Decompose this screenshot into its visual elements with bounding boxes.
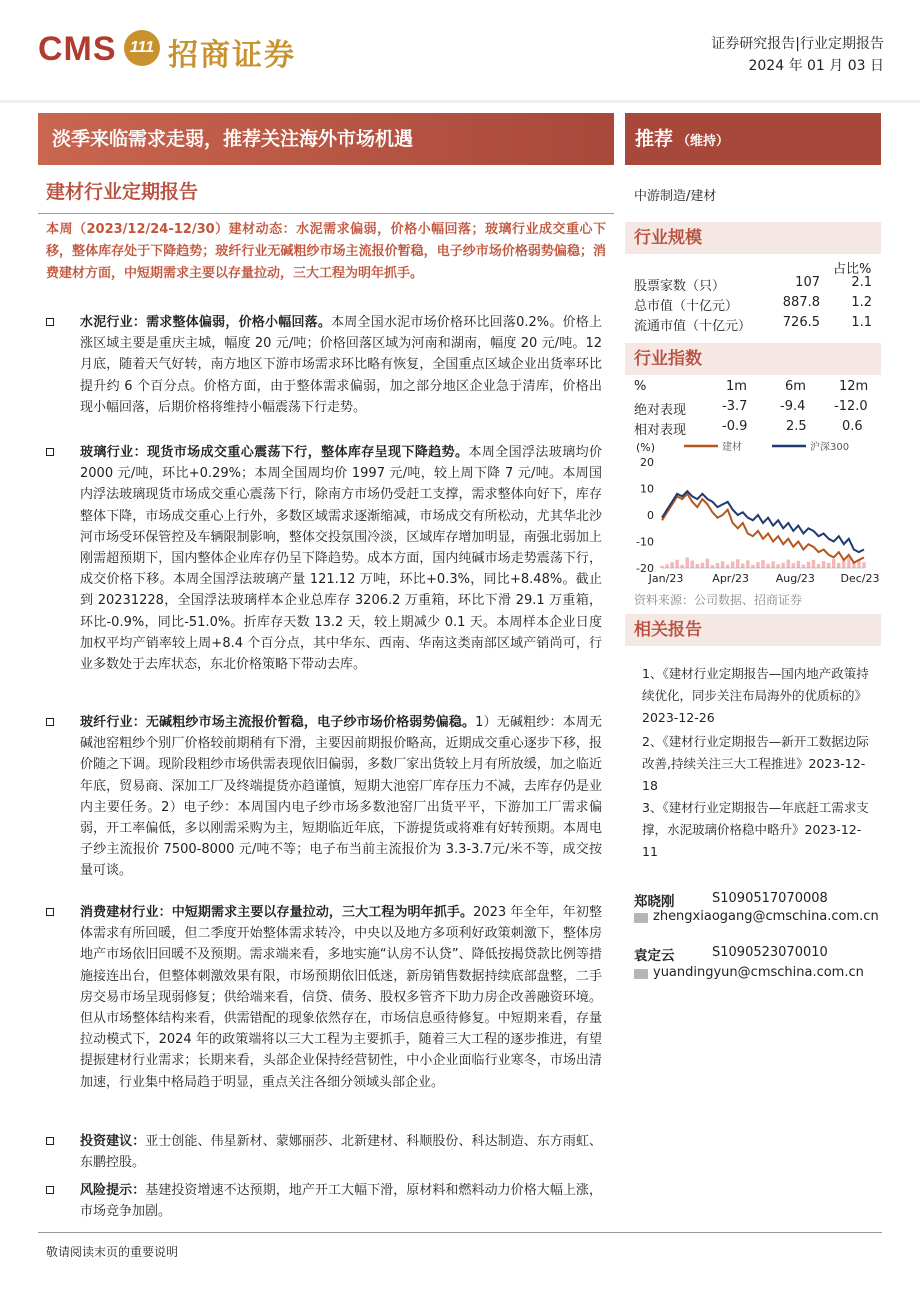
chart-y-unit-label: (%)	[636, 441, 656, 454]
volume-bar	[822, 561, 825, 568]
sector-label: 中游制造/建材	[634, 189, 717, 204]
index-table	[634, 379, 874, 439]
volume-bar	[842, 561, 845, 568]
y-tick-label: -10	[636, 535, 654, 549]
y-tick-label: -20	[636, 562, 654, 575]
logo-badge-icon: 111	[124, 30, 160, 66]
bullet-body: 本周全国浮法玻璃均价 2000 元/吨，环比+0.29%；本周全国周均价 1997 元/吨，较上周下降 7 元/吨。本周国内浮法玻璃现货市场成交重心震荡下行，除南方市场仍受赶工支撑，需求整体向好下，库存整体下降，市场成交重心上行外，多数区域需求逐渐缩减，市场成交有所松动，尤其华北沙河市场受环保管控及车辆限制影响，整体交投氛围冷淡，区域库存增加明显，南强北弱加上刚需超预期下，国内整体企业库存仍呈下降趋势。成本方面，国内纯碱市场走势震荡下行，成交价格下移。本周全国浮法玻璃产量 121.12 万吨，环比+0.3%，同比+8.48%。截止到 20231228，全国浮法玻璃样本企业总库存 3206.2 万重箱，环比下滑 29.1 万重箱，环比-0.9%，同比-51.0%。折库存天数 13.2 天，较上期减少 0.1 天。本周样本企业日度加权平均产销率较上周+8.4 个百分点，其中华东、西南、华南这类南部区域产销尚可，行业多数处于去库状态，东北价格策略下带动去库。	[80, 445, 602, 673]
scale-row-label: 股票家数（只）	[634, 279, 726, 294]
volume-bar	[802, 565, 805, 568]
volume-bar	[776, 564, 779, 568]
footer-note: 敬请阅读末页的重要说明	[46, 1245, 179, 1259]
index-row-12m: -12.0	[834, 399, 868, 414]
volume-bar	[766, 564, 769, 568]
bullet-investment	[46, 1131, 602, 1173]
volume-bar	[812, 560, 815, 568]
scale-table	[634, 275, 874, 335]
related-report-1[interactable]: 1、《建材行业定期报告—国内地产政策持续优化，同步关注布局海外的优质标的》2023-12-26	[642, 666, 869, 725]
report-subtitle: 建材行业定期报告	[46, 181, 199, 203]
checkbox-bullet-icon	[46, 908, 54, 916]
series-line-building-materials	[662, 494, 864, 563]
rating-label: 推荐	[635, 128, 674, 150]
volume-bar	[675, 560, 678, 568]
related-section-title: 相关报告	[625, 614, 881, 646]
checkbox-bullet-icon	[46, 1137, 54, 1145]
index-row-12m: 0.6	[842, 419, 863, 434]
volume-bar	[686, 557, 689, 568]
checkbox-bullet-icon	[46, 1186, 54, 1194]
volume-bar	[827, 563, 830, 568]
bullet-body: 本周全国水泥市场价格环比回落0.2%。价格上涨区域主要是重庆主城，幅度 20 元/吨；价格回落区域为河南和湖南，幅度 20 元/吨。12 月底，随着天气好转，南方地区下游市场需求环比略有恢复，全国重点区域企业出货率环比提升约 6 个百分点。价格方面，由于整体需求偏弱，加之部分地区企业急于清库，价格出现小幅回落，后期价格将维持小幅震荡下行走势。	[80, 315, 602, 415]
author-cert-id: S1090517070008	[712, 891, 828, 906]
scale-row-value: 107	[795, 275, 820, 290]
checkbox-bullet-icon	[46, 718, 54, 726]
x-tick-label: Apr/23	[712, 572, 750, 585]
legend-label: 沪深300	[810, 442, 850, 453]
volume-bar	[660, 566, 663, 568]
bullet-body: 亚士创能、伟星新材、蒙娜丽莎、北新建材、科顺股份、科达制造、东方雨虹、东鹏控股。	[80, 1134, 602, 1171]
volume-bar	[731, 562, 734, 568]
logo-company-name: 招商证券	[168, 38, 296, 73]
author-cert-id: S1090523070010	[712, 945, 828, 960]
bullet-glass	[46, 442, 602, 675]
volume-bar	[670, 562, 673, 568]
summary-text: 本周（2023/12/24-12/30）建材动态：水泥需求偏弱，价格小幅回落；玻璃行业成交重心下移，整体库存处于下降趋势；玻纤行业无碱粗纱市场主流报价暂稳，电子纱市场价格弱势偏稳；消费建材方面，中短期需求主要以存量拉动，三大工程为明年抓手。	[46, 222, 606, 281]
bullet-body: 基建投资增速不达预期，地产开工大幅下滑，原材料和燃料动力价格大幅上涨，市场竞争加剧。	[80, 1183, 602, 1220]
volume-bar	[832, 559, 835, 568]
volume-bar	[792, 563, 795, 568]
scale-row-pct: 1.1	[851, 315, 872, 330]
author-name: 袁定云	[634, 948, 675, 964]
table-row	[634, 315, 874, 335]
volume-bar	[696, 564, 699, 568]
y-tick-label: 20	[640, 456, 654, 469]
volume-bar	[680, 565, 683, 568]
table-row	[634, 399, 874, 419]
checkbox-bullet-icon	[46, 448, 54, 456]
volume-bar	[756, 562, 759, 568]
volume-bar	[771, 561, 774, 568]
x-tick-label: Jan/23	[648, 572, 684, 585]
bullet-risk	[46, 1180, 602, 1222]
index-chart-svg	[632, 440, 882, 590]
table-header-row	[634, 379, 874, 399]
volume-bar	[817, 564, 820, 568]
bullet-body: 2023 年全年，年初整体需求有所回暖，但二季度开始整体需求转冷，中央以及地方多项利好政策刺激下，整体房地产市场依旧回暖不及预期。需求端来看，多地实施“认房不认贷”、降低按揭贷款比例等措施接连出台，但整体刺激效果有限，市场预期依旧低迷，新房销售数据持续底部盘整，二手房交易市场呈现弱修复；供给端来看，信贷、债务、股权多管齐下助力房企改善融资环境。但从市场整体结构来看，供需错配的现象依然存在，市场信息亟待修复。中短期来看，存量拉动模式下，2024 年的政策端将以三大工程为主要抓手，随着三大工程的逐步推进，有望提振建材行业需求；长期来看，头部企业保持经营韧性，中小企业面临行业寒冬，市场出清加速，行业集中格局趋于明显，重点关注各细分领域头部企业。	[80, 905, 602, 1090]
volume-bar	[751, 565, 754, 568]
bullet-head: 风险提示：	[80, 1183, 146, 1198]
bullet-consumer-materials	[46, 902, 602, 1093]
rating-note: （维持）	[677, 134, 730, 149]
index-header-6m: 6m	[785, 379, 806, 394]
volume-bar	[716, 563, 719, 568]
y-tick-label: 0	[647, 509, 654, 522]
table-row	[634, 295, 874, 315]
x-tick-label: Aug/23	[775, 572, 815, 585]
index-row-1m: -3.7	[722, 399, 748, 414]
bullet-head: 消费建材行业：中短期需求主要以存量拉动，三大工程为明年抓手。	[80, 905, 474, 920]
author-name: 郑晓刚	[634, 894, 675, 910]
volume-bar	[741, 563, 744, 568]
footer-divider	[38, 1232, 882, 1233]
index-row-label: 相对表现	[634, 423, 687, 438]
volume-bar	[797, 561, 800, 568]
volume-bar	[701, 563, 704, 568]
rating-banner	[625, 113, 881, 165]
index-row-6m: 2.5	[786, 419, 807, 434]
index-header-unit: %	[634, 379, 647, 394]
legend-label: 建材	[722, 442, 742, 453]
volume-bar	[726, 565, 729, 568]
scale-row-label: 流通市值（十亿元）	[634, 319, 752, 334]
y-tick-label: 10	[640, 482, 654, 496]
index-row-1m: -0.9	[722, 419, 748, 434]
volume-bar	[781, 563, 784, 568]
bullet-head: 投资建议：	[80, 1134, 146, 1149]
scale-pct-header: 占比%	[833, 262, 872, 277]
volume-bar	[711, 565, 714, 568]
summary-divider	[38, 213, 614, 214]
volume-bar	[706, 559, 709, 568]
volume-bar	[665, 564, 668, 568]
scale-row-pct: 2.1	[851, 275, 872, 290]
index-header-12m: 12m	[839, 379, 869, 394]
volume-bar	[721, 561, 724, 568]
volume-bar	[807, 562, 810, 568]
related-report-2[interactable]: 2、《建材行业定期报告—新开工数据边际改善,持续关注三大工程推进》2023-12-18	[642, 734, 869, 793]
report-date: 2024 年 01 月 03 日	[748, 58, 884, 74]
volume-bar	[746, 560, 749, 568]
bullet-head: 玻璃行业：现货市场成交重心震荡下行，整体库存呈现下降趋势。	[80, 445, 469, 460]
author-email[interactable]: zhengxiaogang@cmschina.com.cn	[653, 909, 879, 924]
related-report-3[interactable]: 3、《建材行业定期报告—年底赶工需求支撑，水泥玻璃价格稳中略升》2023-12-11	[642, 800, 869, 859]
logo-cms-text: CMS	[38, 30, 117, 68]
scale-row-pct: 1.2	[851, 295, 872, 310]
scale-section-title: 行业规模	[625, 222, 881, 254]
bullet-fiberglass	[46, 712, 602, 882]
volume-bar	[862, 562, 865, 568]
index-row-6m: -9.4	[780, 399, 806, 414]
bullet-cement	[46, 312, 602, 418]
mail-icon	[634, 969, 648, 979]
index-section-title: 行业指数	[625, 343, 881, 375]
chart-source: 资料来源：公司数据、招商证券	[634, 593, 803, 607]
index-chart	[632, 440, 882, 590]
volume-bar	[847, 557, 850, 568]
report-type: 证券研究报告|行业定期报告	[711, 36, 884, 52]
x-tick-label: Dec/23	[840, 572, 880, 585]
checkbox-bullet-icon	[46, 318, 54, 326]
index-row-label: 绝对表现	[634, 403, 687, 418]
bullet-head: 玻纤行业：无碱粗纱市场主流报价暂稳，电子纱市场价格弱势偏稳。	[80, 715, 476, 730]
bullet-head: 水泥行业：需求整体偏弱，价格小幅回落。	[80, 315, 332, 330]
bullet-body: 1）无碱粗纱：本周无碱池窑粗纱个别厂价格较前期稍有下滑，主要因前期报价略高，近期成交重心逐步下移，报价随之下调。现阶段粗纱市场供需表现依旧偏弱，多数厂家出货较上月有所放缓，加之临近年底，贸易商、深加工厂及终端提货亦趋谨慎，短期大池窑厂库存压力不减，去库存仍是业内主要任务。2）电子纱：本周国内电子纱市场多数池窑厂出货平平，下游加工厂需求偏弱，开工率偏低，多以刚需采购为主，短期临近年底，下游提货或将难有好转预期。本周电子纱主流报价 7500-8000 元/吨不等；电子布当前主流报价为 3.3-3.7元/米不等，成交按量可谈。	[80, 715, 602, 879]
report-title: 淡季来临需求走弱，推荐关注海外市场机遇	[38, 113, 614, 165]
index-header-1m: 1m	[726, 379, 747, 394]
author-email[interactable]: yuandingyun@cmschina.com.cn	[653, 965, 864, 980]
volume-bar	[736, 559, 739, 568]
header-divider	[0, 100, 920, 103]
mail-icon	[634, 913, 648, 923]
scale-row-label: 总市值（十亿元）	[634, 299, 739, 314]
scale-row-value: 887.8	[782, 295, 820, 310]
scale-row-value: 726.5	[782, 315, 820, 330]
volume-bar	[787, 560, 790, 568]
table-row	[634, 419, 874, 439]
volume-bar	[837, 563, 840, 568]
table-row	[634, 275, 874, 295]
volume-bar	[691, 561, 694, 568]
volume-bar	[761, 560, 764, 568]
